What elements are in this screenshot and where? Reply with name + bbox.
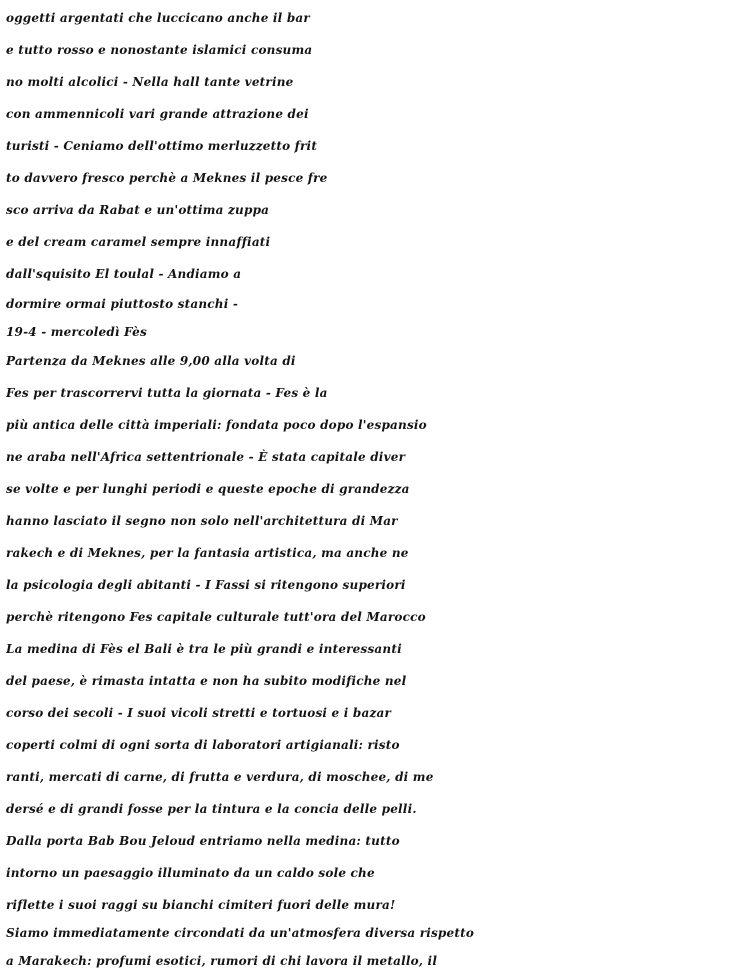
text-line: dersé e di grandi fosse per la tintura e la concia delle pelli.	[6, 802, 417, 816]
text-line: e tutto rosso e nonostante islamici consuma	[6, 43, 313, 57]
text-line: oggetti argentati che luccicano anche il bar	[6, 11, 310, 25]
text-line: dormire ormai piuttosto stanchi -	[6, 297, 239, 311]
text-line: Dalla porta Bab Bou Jeloud entriamo nella medina: tutto	[6, 834, 400, 848]
text-line: Siamo immediatamente circondati da un'atmosfera diversa rispetto	[6, 926, 475, 940]
text-line: ranti, mercati di carne, di frutta e verdura, di moschee, di me	[6, 770, 434, 784]
text-line: sco arriva da Rabat e un'ottima zuppa	[6, 203, 270, 217]
text-line: con ammennicoli vari grande attrazione dei	[6, 107, 309, 121]
text-line: e del cream caramel sempre innaffiati	[6, 235, 271, 249]
text-line: rakech e di Meknes, per la fantasia artistica, ma anche ne	[6, 546, 409, 560]
text-line: Fes per trascorrervi tutta la giornata - Fes è la	[6, 386, 328, 400]
text-line: riflette i suoi raggi su bianchi cimiteri fuori delle mura!	[6, 898, 396, 912]
text-line: più antica delle città imperiali: fondata poco dopo l'espansio	[6, 418, 427, 432]
text-line: la psicologia degli abitanti - I Fassi si ritengono superiori	[6, 578, 406, 592]
text-line: a Marakech: profumi esotici, rumori di chi lavora il metallo, il	[6, 954, 438, 968]
diary-date-heading: 19-4 - mercoledì Fès	[6, 325, 147, 339]
text-line: La medina di Fès el Bali è tra le più grandi e interessanti	[6, 642, 402, 656]
text-line: ne araba nell'Africa settentrionale - È stata capitale diver	[6, 450, 406, 464]
text-line: perchè ritengono Fes capitale culturale tutt'ora del Marocco	[6, 610, 426, 624]
text-line: intorno un paesaggio illuminato da un caldo sole che	[6, 866, 375, 880]
text-line: del paese, è rimasta intatta e non ha subito modifiche nel	[6, 674, 407, 688]
text-line: to davvero fresco perchè a Meknes il pesce fre	[6, 171, 328, 185]
text-line: turisti - Ceniamo dell'ottimo merluzzetto frit	[6, 139, 318, 153]
text-line: se volte e per lunghi periodi e queste epoche di grandezza	[6, 482, 410, 496]
text-line: hanno lasciato il segno non solo nell'architettura di Mar	[6, 514, 398, 528]
text-line: Partenza da Meknes alle 9,00 alla volta di	[6, 354, 296, 368]
text-line: corso dei secoli - I suoi vicoli stretti e tortuosi e i bazar	[6, 706, 391, 720]
text-line: dall'squisito El toulal - Andiamo a	[6, 267, 242, 281]
text-line: coperti colmi di ogni sorta di laboratori artigianali: risto	[6, 738, 400, 752]
text-line: no molti alcolici - Nella hall tante vetrine	[6, 75, 294, 89]
